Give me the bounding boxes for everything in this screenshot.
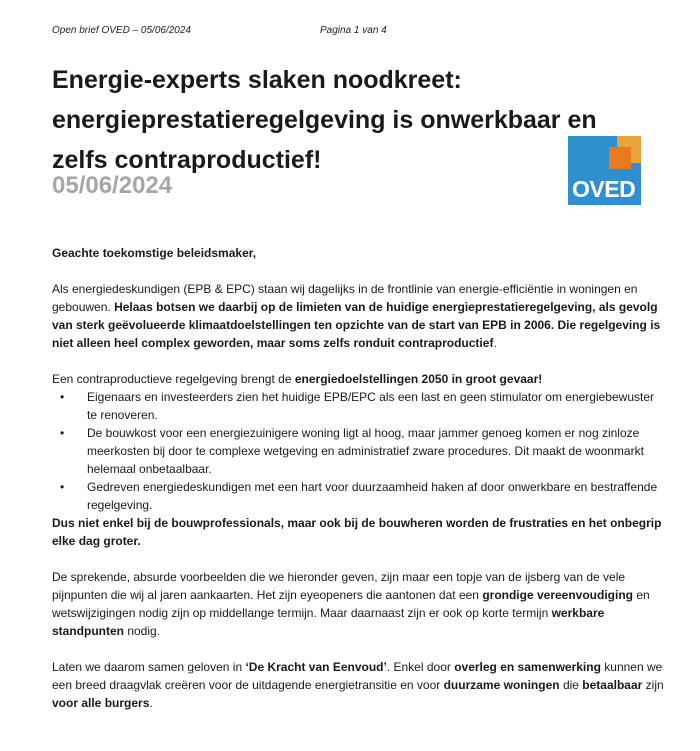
document-title: Energie-experts slaken noodkreet: energieprestatieregelgeving is onwerkbaar en zelfs contraproductief! xyxy=(52,66,597,174)
paragraph-examples: De sprekende, absurde voorbeelden die we hieronder geven, zijn maar een topje van de ijsberg van de vele pijnpunten die wij al jaren aankaarten. Het zijn eyeopeners die aantonen dat een grondige vereenvoudiging en wetswijzigingen nodig zijn op middellange termijn. Maar daarnaast zijn er ook op korte termijn werkbare standpunten nodig. xyxy=(52,570,650,638)
list-item: • Gedreven energiedeskundigen met een hart voor duurzaamheid haken af door onwerkbare en bestraffende regelgeving. xyxy=(82,478,664,514)
paragraph-frustration: Dus niet enkel bij de bouwprofessionals, maar ook bij de bouwheren worden de frustraties en het onbegrip elke dag groter. xyxy=(52,516,662,548)
header-page-number: Pagina 1 van 4 xyxy=(320,25,387,36)
logo-accent-square-inner xyxy=(609,147,631,169)
logo-text: OVED xyxy=(572,176,636,202)
paragraph-risk: Een contraproductieve regelgeving brengt de energiedoelstellingen 2050 in groot gevaar! xyxy=(52,372,543,386)
oved-logo xyxy=(568,136,641,205)
paragraph-simplicity: Laten we daarom samen geloven in ‘De Kracht van Eenvoud’. Enkel door overleg en samenwerking kunnen we een breed draagvlak creëren voor de uitdagende energietransitie en voor duurzame woningen die betaalbaar zijn voor alle burgers. xyxy=(52,660,664,710)
page-header xyxy=(52,25,387,36)
list-item: • De bouwkost voor een energiezuinigere woning ligt al hoog, maar jammer genoeg komen er nog zinloze meerkosten bij door te complexe wetgeving en administratief zware procedures. Dit maakt de woonmarkt helemaal onbetaalbaar. xyxy=(82,424,664,478)
header-document-label: Open brief OVED – 05/06/2024 xyxy=(52,25,191,36)
list-item: • Eigenaars en investeerders zien het huidige EPB/EPC als een last en geen stimulator om energiebewuster te renoveren. xyxy=(82,388,664,424)
document-date: 05/06/2024 xyxy=(52,172,173,199)
bullet-list xyxy=(52,388,664,514)
letter-body xyxy=(52,244,664,730)
salutation: Geachte toekomstige beleidsmaker, xyxy=(52,246,257,260)
paragraph-intro: Als energiedeskundigen (EPB & EPC) staan wij dagelijks in de frontlinie van energie-efficiëntie in woningen en gebouwen. Helaas botsen we daarbij op de limieten van de huidige energieprestatieregelgeving, als gevolg van sterk geëvolueerde klimaatdoelstellingen ten opzichte van de start van EPB in 2006. Die regelgeving is niet alleen heel complex geworden, maar soms zelfs ronduit contraproductief. xyxy=(52,282,661,350)
